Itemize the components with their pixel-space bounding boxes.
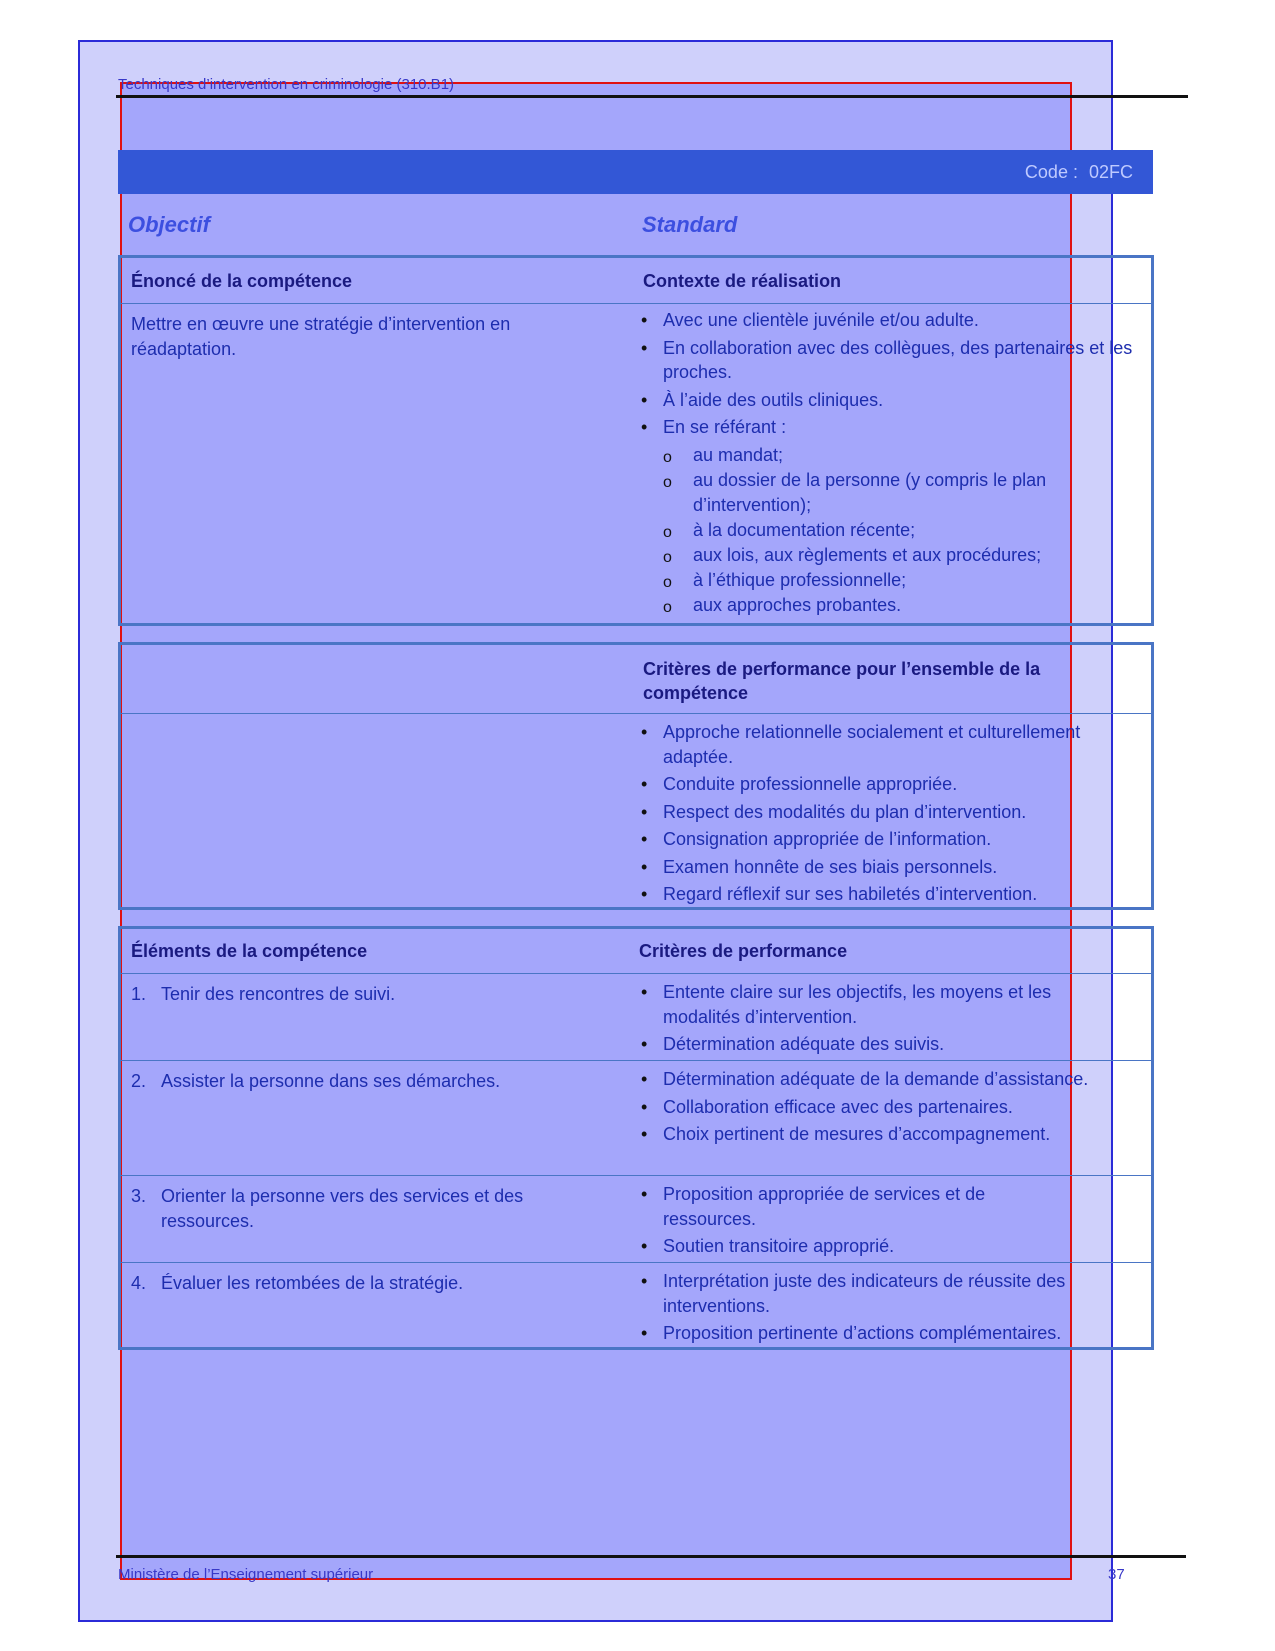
code-bar — [118, 150, 1153, 194]
element-number: 4. — [131, 1273, 147, 1293]
element-row — [121, 974, 1151, 1061]
performance-criterion: • Entente claire sur les objectifs, les moyens et les modalités d’intervention. — [639, 980, 1129, 1029]
context-item: • À l’aide des outils cliniques. — [639, 388, 1139, 413]
overall-criterion: • Regard réflexif sur ses habiletés d’intervention. — [639, 882, 1109, 907]
page-number: 37 — [1108, 1566, 1125, 1583]
context-item: • En collaboration avec des collègues, des partenaires et les proches. — [639, 336, 1139, 385]
element-number: 2. — [131, 1071, 147, 1091]
statement-header: Énoncé de la compétence — [131, 271, 353, 291]
context-item: • En se référant : — [639, 415, 1139, 440]
overall-criterion: • Conduite professionnelle appropriée. — [639, 772, 1109, 797]
competence-statement: Mettre en œuvre une stratégie d’intervention en réadaptation. — [131, 314, 511, 359]
code-text — [1019, 162, 1133, 183]
element-criteria — [639, 980, 1129, 1060]
performance-criterion: • Détermination adéquate de la demande d’assistance. — [639, 1067, 1129, 1092]
reference-item: o aux approches probantes. — [639, 593, 1139, 618]
code-value: 02FC — [1088, 162, 1133, 182]
reference-item: o aux lois, aux règlements et aux procédures; — [639, 543, 1139, 568]
element-text — [131, 982, 631, 1007]
reference-item: o à la documentation récente; — [639, 518, 1139, 543]
element-criteria — [639, 1067, 1129, 1150]
reference-item: o à l’éthique professionnelle; — [639, 568, 1139, 593]
element-label: Évaluer les retombées de la stratégie. — [161, 1273, 464, 1293]
performance-criterion: • Détermination adéquate des suivis. — [639, 1032, 1129, 1057]
element-row — [121, 1263, 1151, 1351]
element-row — [121, 1061, 1151, 1176]
competence-table — [118, 255, 1154, 626]
competence-body-row — [121, 304, 1151, 622]
performance-criterion: • Soutien transitoire approprié. — [639, 1234, 1049, 1259]
performance-criterion: • Choix pertinent de mesures d’accompagnement. — [639, 1122, 1129, 1147]
footer-ministry: Ministère de l’Enseignement supérieur — [118, 1566, 374, 1583]
performance-criterion: • Collaboration efficace avec des partenaires. — [639, 1095, 1129, 1120]
element-text — [131, 1271, 631, 1296]
performance-header: Critères de performance — [639, 941, 848, 961]
overall-criteria-body-row — [121, 714, 1151, 904]
element-criteria — [639, 1269, 1139, 1349]
elements-table — [118, 926, 1154, 1350]
element-text — [131, 1184, 601, 1234]
context-item: • Avec une clientèle juvénile et/ou adulte. — [639, 308, 1139, 333]
overall-criteria-list — [639, 720, 1109, 910]
header-rule — [116, 95, 1188, 98]
element-label: Tenir des rencontres de suivi. — [161, 984, 396, 1004]
standard-title: Standard — [642, 212, 738, 237]
code-label: Code : — [1024, 162, 1078, 182]
objective-title: Objectif — [128, 212, 210, 237]
running-header: Techniques d’intervention en criminologie (310.B1) — [118, 76, 455, 93]
reference-item: o au dossier de la personne (y compris le plan d’intervention); — [639, 468, 1139, 518]
element-text — [131, 1069, 631, 1094]
overall-criteria-header: Critères de performance pour l’ensemble de la compétence — [643, 659, 1041, 703]
context-list — [639, 308, 1139, 618]
competence-header-row — [121, 258, 1151, 304]
element-label: Orienter la personne vers des services et des ressources. — [161, 1186, 524, 1231]
element-row — [121, 1176, 1151, 1263]
overall-criteria-table — [118, 642, 1154, 910]
performance-criterion: • Interprétation juste des indicateurs de réussite des interventions. — [639, 1269, 1139, 1318]
overall-criterion: • Approche relationnelle socialement et culturellement adaptée. — [639, 720, 1109, 769]
context-header: Contexte de réalisation — [643, 271, 842, 291]
element-criteria — [639, 1182, 1049, 1262]
footer-rule — [116, 1555, 1186, 1558]
elements-header-row — [121, 929, 1151, 974]
element-number: 3. — [131, 1186, 147, 1206]
elements-header: Éléments de la compétence — [131, 941, 368, 961]
overall-criteria-header-row — [121, 645, 1151, 714]
reference-item: o au mandat; — [639, 443, 1139, 468]
performance-criterion: • Proposition pertinente d’actions complémentaires. — [639, 1321, 1139, 1346]
overall-criterion: • Examen honnête de ses biais personnels. — [639, 855, 1109, 880]
overall-criterion: • Respect des modalités du plan d’intervention. — [639, 800, 1109, 825]
overall-criterion: • Consignation appropriée de l’information. — [639, 827, 1109, 852]
element-label: Assister la personne dans ses démarches. — [161, 1071, 501, 1091]
references-list — [639, 443, 1139, 618]
performance-criterion: • Proposition appropriée de services et de ressources. — [639, 1182, 1049, 1231]
element-number: 1. — [131, 984, 147, 1004]
